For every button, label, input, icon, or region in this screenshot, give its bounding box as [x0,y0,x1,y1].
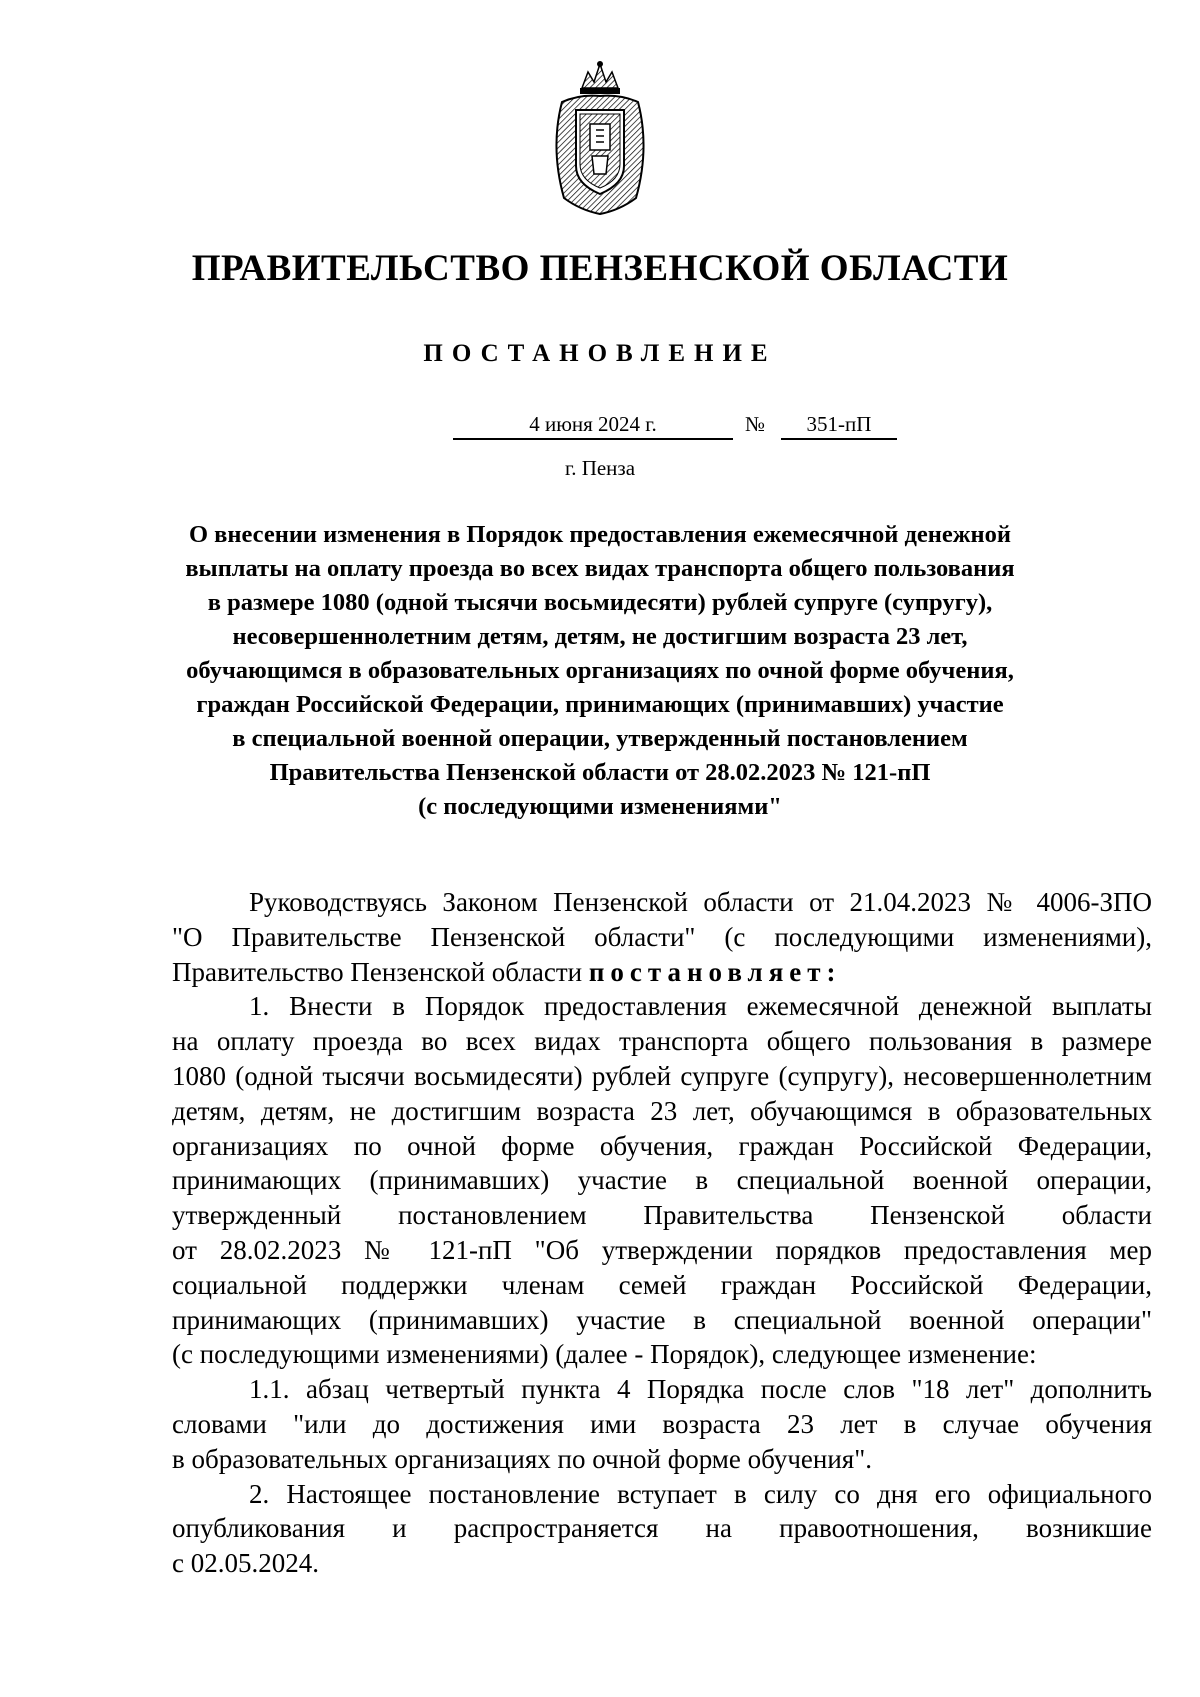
body-line: "О Правительстве Пензенской области" (с последующими изменениями), [172,921,1152,952]
penza-coat-of-arms-icon [540,58,660,218]
body-line: словами "или до достижения ими возраста 23 лет в случае обучения [172,1408,1152,1439]
body-line: 2. Настоящее постановление вступает в силу со дня его официального [249,1478,1152,1509]
body-line: принимающих (принимавших) участие в специальной военной операции" [172,1304,1152,1335]
subject-line: обучающимся в образовательных организациях по очной форме обучения, [186,657,1014,684]
decree-verb: постановляет: [588,956,842,987]
document-subject [150,518,1050,824]
body-line: 1.1. абзац четвертый пункта 4 Порядка после слов "18 лет" дополнить [249,1374,1152,1405]
body-line: с 02.05.2024. [172,1548,319,1579]
body-line: детям, детям, не достигшим возраста 23 лет, обучающимся в образовательных [172,1095,1152,1126]
body-line: 1080 (одной тысячи восьмидесяти) рублей супруге (супругу), несовершеннолетним [172,1060,1152,1091]
subject-line: О внесении изменения в Порядок предоставления ежемесячной денежной [188,521,1012,548]
document-city: г. Пенза [564,456,636,480]
subject-line: несовершеннолетним детям, детям, не достигшим возраста 23 лет, [232,623,968,650]
subject-line: Правительства Пензенской области от 28.02.2023 № 121-пП [269,759,931,786]
body-line: от 28.02.2023 № 121-пП "Об утверждении порядков предоставления мер [172,1234,1152,1265]
body-line [172,955,1152,990]
body-line: опубликования и распространяется на правоотношения, возникшие [172,1513,1152,1544]
body-line: принимающих (принимавших) участие в специальной военной операции, [172,1165,1152,1196]
preamble-prefix: Правительство Пензенской области [172,956,589,987]
body-line: в образовательных организациях по очной форме обучения". [172,1443,872,1474]
subject-line: в размере 1080 (одной тысячи восьмидесяти) рублей супруге (супругу), [207,589,993,616]
number-sign: № [745,412,766,436]
body-line: 1. Внести в Порядок предоставления ежемесячной денежной выплаты [249,991,1152,1022]
body-line: утвержденный постановлением Правительства Пензенской области [172,1200,1152,1231]
document-body [172,885,1152,1581]
body-line: на оплату проезда во всех видах транспорта общего пользования в размере [172,1026,1152,1057]
body-line: организациях по очной форме обучения, граждан Российской Федерации, [172,1130,1152,1161]
subject-line: граждан Российской Федерации, принимающих (принимавших) участие [196,691,1004,718]
subject-line: выплаты на оплату проезда во всех видах транспорта общего пользования [185,555,1015,582]
document-type: ПОСТАНОВЛЕНИЕ [423,340,777,367]
organization-title: ПРАВИТЕЛЬСТВО ПЕНЗЕНСКОЙ ОБЛАСТИ [191,248,1009,289]
body-line: Руководствуясь Законом Пензенской области от 21.04.2023 № 4006-ЗПО [249,887,1152,917]
document-number: 351-пП [781,412,897,440]
body-line: социальной поддержки членам семей граждан Российской Федерации, [172,1269,1152,1300]
document-date: 4 июня 2024 г. [453,412,733,440]
body-line: (с последующими изменениями) (далее - Порядок), следующее изменение: [172,1339,1037,1370]
subject-line: (с последующими изменениями" [418,793,782,820]
subject-line: в специальной военной операции, утвержденный постановлением [232,725,968,752]
